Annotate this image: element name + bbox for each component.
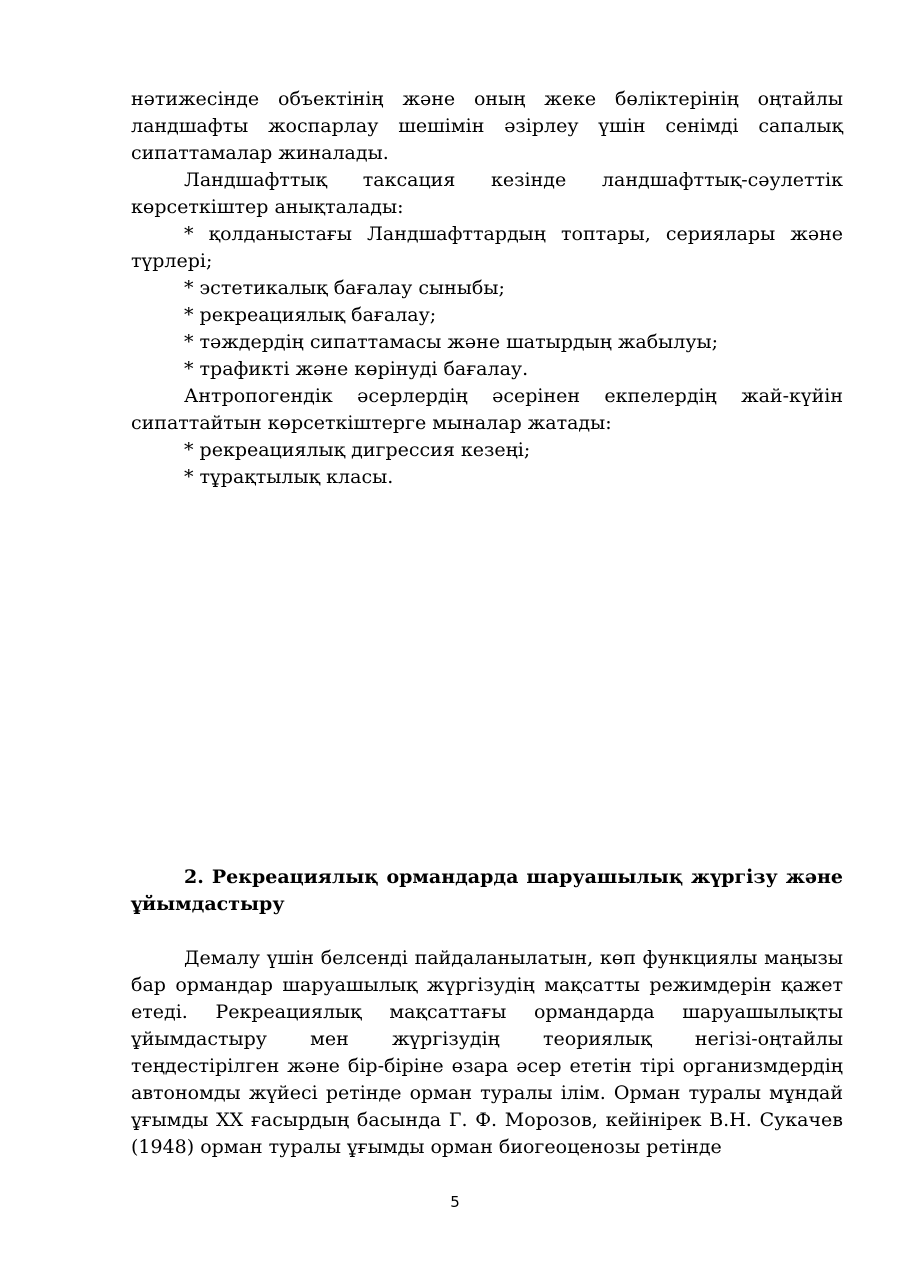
list-item: * эстетикалық бағалау сыныбы; [184, 277, 505, 299]
list-item: * тұрақтылық класы. [184, 466, 394, 488]
blank-line [131, 918, 843, 945]
list-item: * рекреациялық дигрессия кезеңі; [184, 439, 531, 461]
continued-paragraph: нәтижесінде объектінің және оның жеке бөліктерінің оңтайлы ландшафты жоспарлау шешімін әзірлеу үшін сенімді сапалық сипаттамалар жиналады. [131, 88, 843, 164]
paragraph-landscape-indicators: Ландшафттық таксация кезінде ландшафттық-сәулеттік көрсеткіштер анықталады: [131, 169, 843, 218]
list-item: * трафикті және көрінуді бағалау. [184, 358, 529, 380]
section-paragraph: Демалу үшін белсенді пайдаланылатын, көп функциялы маңызы бар ормандар шаруашылық жүргізудің мақсатты режимдерін қажет етеді. Рекреациялық мақсаттағы ормандарда шаруашылықты ұйымдастыру мен жүргізудің теориялық негізі-оңтайлы теңдестірілген және бір-біріне өзара әсер ететін тірі организмдердің автономды жүйесі ретінде орман туралы ілім. Орман туралы мұндай ұғымды XX ғасырдың басында Г. Ф. Морозов, кейінірек В.Н. Сукачев (1948) орман туралы ұғымды орман биогеоценозы ретінде [131, 947, 843, 1158]
top-text-block [131, 86, 843, 491]
paragraph-anthropogenic-indicators: Антропогендік әсерлердің әсерінен екпелердің жай-күйін сипаттайтын көрсеткіштерге мыналар жатады: [131, 385, 843, 434]
page-number: 5 [450, 1193, 460, 1211]
list-item: * рекреациялық бағалау; [184, 304, 437, 326]
list-item: * тәждердің сипаттамасы және шатырдың жабылуы; [184, 331, 719, 353]
section-heading: 2. Рекреациялық ормандарда шаруашылық жүргізу және ұйымдастыру [131, 866, 843, 915]
list-item: * қолданыстағы Ландшафттардың топтары, сериялары және түрлері; [131, 223, 843, 272]
section-two-block [131, 864, 843, 1161]
